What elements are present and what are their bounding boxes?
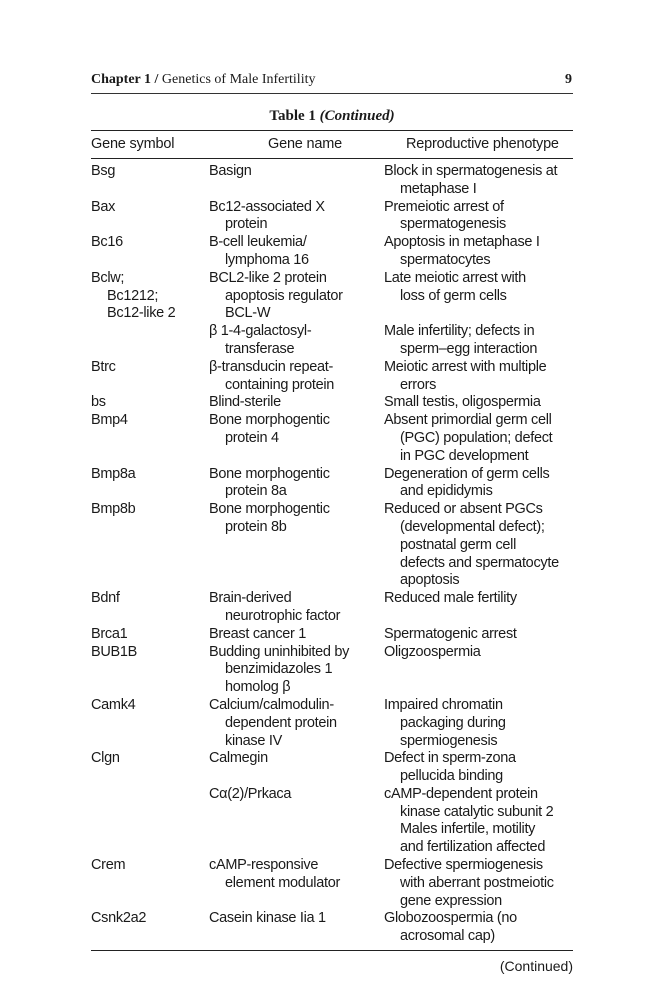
phenotype-cell-line: Impaired chromatin [384, 696, 503, 713]
table-row [91, 412, 573, 465]
gene-name-cell [209, 323, 384, 359]
gene-symbol-cell [91, 501, 209, 590]
gene-name-cell-line: apoptosis regulator [225, 287, 343, 304]
gene-symbol-cell-line: Bsg [91, 163, 116, 179]
gene-name-cell [209, 786, 384, 857]
gene-name-cell-line: Bone morphogentic [209, 465, 330, 482]
phenotype-cell-line: (PGC) population; defect [400, 429, 553, 446]
gene-name-cell [209, 394, 384, 412]
phenotype-cell-line: Apoptosis in metaphase I [384, 234, 540, 251]
gene-name-cell-line: Casein kinase Iia 1 [209, 910, 326, 927]
phenotype-cell-line: Degeneration of germ cells [384, 465, 550, 482]
phenotype-cell [384, 466, 573, 502]
table-row [91, 750, 573, 786]
phenotype-cell [384, 626, 573, 644]
gene-name-cell-line: cAMP-responsive [209, 857, 319, 874]
gene-name-cell-line: β 1-4-galactosyl- [209, 323, 312, 340]
gene-symbol-cell-line: Bmp4 [91, 412, 128, 429]
gene-symbol-cell [91, 644, 209, 697]
phenotype-cell-line: Males infertile, motility [400, 821, 536, 838]
column-header-gene-name: Gene name [268, 136, 342, 152]
phenotype-cell-line: apoptosis [400, 572, 460, 589]
gene-symbol-cell-line: Bmp8b [91, 501, 136, 518]
table-row [91, 199, 573, 235]
gene-name-cell-line: benzimidazoles 1 [225, 661, 333, 678]
gene-symbol-cell [91, 359, 209, 395]
table-row [91, 697, 573, 750]
gene-name-cell-line: transferase [225, 340, 295, 357]
gene-symbol-cell-line: Brca1 [91, 625, 128, 642]
phenotype-cell-line: (developmental defect); [400, 518, 545, 535]
gene-name-cell-line: Blind-sterile [209, 394, 281, 411]
gene-symbol-cell [91, 394, 209, 412]
phenotype-cell [384, 323, 573, 359]
gene-symbol-cell-line: Bmp8a [91, 465, 136, 482]
phenotype-cell-line: and fertilization affected [400, 839, 546, 856]
table-row [91, 163, 573, 199]
table-bottom-rule [91, 950, 573, 951]
table-title [91, 108, 573, 125]
gene-symbol-cell-line: Bax [91, 198, 116, 215]
phenotype-cell-line: spermatocytes [400, 251, 491, 268]
table-row [91, 394, 573, 412]
phenotype-cell-line: Defective spermiogenesis [384, 857, 543, 874]
continued-note: (Continued) [499, 958, 573, 974]
gene-table [91, 163, 573, 946]
phenotype-cell-line: Oligzoospermia [384, 643, 481, 660]
gene-symbol-cell-line: Camk4 [91, 696, 136, 713]
phenotype-cell [384, 786, 573, 857]
gene-symbol-cell [91, 857, 209, 910]
phenotype-cell-line: Meiotic arrest with multiple [384, 358, 547, 375]
gene-symbol-cell [91, 786, 209, 857]
phenotype-cell-line: pellucida binding [400, 768, 503, 785]
gene-name-cell-line: B-cell leukemia/ [209, 234, 307, 251]
phenotype-cell [384, 163, 573, 199]
gene-name-cell-line: Brain-derived [209, 590, 292, 607]
gene-symbol-cell-line: Crem [91, 857, 126, 874]
gene-name-cell-line: neurotrophic factor [225, 607, 341, 624]
phenotype-cell-line: defects and spermatocyte [400, 554, 559, 571]
table-row [91, 644, 573, 697]
gene-name-cell-line: kinase IV [225, 732, 282, 749]
phenotype-cell-line: acrosomal cap) [400, 928, 495, 945]
phenotype-cell-line: Premeiotic arrest of [384, 198, 504, 215]
page-number: 9 [565, 72, 572, 87]
gene-name-cell [209, 697, 384, 750]
gene-symbol-cell [91, 466, 209, 502]
gene-symbol-cell [91, 163, 209, 199]
gene-name-cell [209, 466, 384, 502]
gene-name-cell-line: Calcium/calmodulin- [209, 696, 334, 713]
gene-name-cell-line: lymphoma 16 [225, 251, 309, 268]
gene-symbol-cell [91, 234, 209, 270]
phenotype-cell [384, 359, 573, 395]
gene-symbol-cell-line: Bdnf [91, 590, 120, 607]
gene-symbol-cell-line: Bc12-like 2 [107, 305, 176, 322]
gene-symbol-cell-line: Btrc [91, 358, 116, 375]
gene-name-cell-line: element modulator [225, 874, 340, 891]
gene-name-cell [209, 163, 384, 199]
phenotype-cell [384, 412, 573, 465]
gene-name-cell [209, 857, 384, 910]
column-header-rule [91, 158, 573, 159]
phenotype-cell-line: errors [400, 376, 437, 393]
phenotype-cell-line: packaging during [400, 714, 506, 731]
table-row [91, 270, 573, 323]
gene-name-cell-line: protein 4 [225, 429, 279, 446]
phenotype-cell-line: with aberrant postmeiotic [400, 874, 554, 891]
phenotype-cell-line: sperm–egg interaction [400, 340, 538, 357]
gene-name-cell-line: Bc12-associated X [209, 198, 325, 215]
phenotype-cell [384, 857, 573, 910]
chapter-title: Genetics of Male Infertility [161, 72, 316, 87]
phenotype-cell-line: Male infertility; defects in [384, 323, 535, 340]
gene-name-cell-line: Bone morphogentic [209, 501, 330, 518]
table-row [91, 857, 573, 910]
gene-name-cell-line: Budding uninhibited by [209, 643, 350, 660]
table-row [91, 786, 573, 857]
gene-symbol-cell-line: Bc1212; [107, 287, 159, 304]
gene-name-cell-line: homolog β [225, 679, 291, 696]
gene-name-cell [209, 910, 384, 946]
gene-symbol-cell [91, 697, 209, 750]
phenotype-cell-line: loss of germ cells [400, 287, 507, 304]
gene-name-cell [209, 412, 384, 465]
gene-name-cell-line: Breast cancer 1 [209, 625, 307, 642]
phenotype-cell-line: Defect in sperm-zona [384, 750, 516, 767]
phenotype-cell-line: Reduced male fertility [384, 590, 517, 607]
phenotype-cell [384, 697, 573, 750]
table-row [91, 323, 573, 359]
phenotype-cell-line: and epididymis [400, 483, 493, 500]
gene-name-cell [209, 270, 384, 323]
gene-name-cell-line: β-transducin repeat- [209, 358, 334, 375]
gene-name-cell [209, 234, 384, 270]
phenotype-cell [384, 590, 573, 626]
gene-name-cell-line: Basign [209, 163, 252, 179]
gene-symbol-cell [91, 323, 209, 359]
gene-name-cell [209, 644, 384, 697]
gene-name-cell-line: protein 8a [225, 483, 287, 500]
phenotype-cell [384, 501, 573, 590]
gene-symbol-cell-line: Bclw; [91, 269, 125, 286]
phenotype-cell-line: spermiogenesis [400, 732, 498, 749]
phenotype-cell-line: Reduced or absent PGCs [384, 501, 543, 518]
gene-name-cell [209, 501, 384, 590]
table-row [91, 234, 573, 270]
gene-name-cell-line: protein [225, 216, 268, 233]
gene-name-cell-line: BCL2-like 2 protein [209, 269, 327, 286]
table-row [91, 626, 573, 644]
header-rule [91, 93, 573, 94]
phenotype-cell-line: Absent primordial germ cell [384, 412, 552, 429]
gene-name-cell-line: protein 8b [225, 518, 287, 535]
gene-symbol-cell [91, 750, 209, 786]
gene-symbol-cell-line: bs [91, 394, 106, 411]
gene-name-cell [209, 750, 384, 786]
gene-symbol-cell-line: Clgn [91, 750, 120, 767]
gene-symbol-cell [91, 270, 209, 323]
phenotype-cell-line: in PGC development [400, 447, 529, 464]
phenotype-cell [384, 394, 573, 412]
phenotype-cell-line: Small testis, oligospermia [384, 394, 541, 411]
gene-symbol-cell-line: BUB1B [91, 643, 138, 660]
gene-name-cell-line: Cα(2)/Prkaca [209, 785, 292, 802]
phenotype-cell-line: Globozoospermia (no [384, 910, 517, 927]
gene-symbol-cell [91, 626, 209, 644]
chapter-label: Chapter 1 / [91, 72, 159, 87]
phenotype-cell [384, 910, 573, 946]
running-head [91, 72, 572, 92]
phenotype-cell [384, 644, 573, 697]
gene-name-cell [209, 359, 384, 395]
table-row [91, 466, 573, 502]
gene-name-cell [209, 590, 384, 626]
gene-symbol-cell-line: Csnk2a2 [91, 910, 147, 927]
phenotype-cell-line: kinase catalytic subunit 2 [400, 803, 554, 820]
phenotype-cell [384, 270, 573, 323]
table-title-suffix: (Continued) [319, 108, 395, 124]
phenotype-cell [384, 199, 573, 235]
gene-name-cell-line: containing protein [225, 376, 335, 393]
gene-name-cell-line: dependent protein [225, 714, 337, 731]
table-top-rule [91, 130, 573, 131]
phenotype-cell-line: Late meiotic arrest with [384, 269, 526, 286]
phenotype-cell-line: metaphase I [400, 180, 477, 197]
phenotype-cell-line: Block in spermatogenesis at [384, 163, 558, 179]
gene-name-cell [209, 199, 384, 235]
phenotype-cell-line: cAMP-dependent protein [384, 785, 538, 802]
gene-symbol-cell [91, 590, 209, 626]
table-row [91, 910, 573, 946]
phenotype-cell-line: spermatogenesis [400, 216, 506, 233]
column-header-gene-symbol: Gene symbol [91, 136, 175, 152]
gene-name-cell-line: Calmegin [209, 750, 268, 767]
gene-symbol-cell [91, 199, 209, 235]
gene-symbol-cell [91, 910, 209, 946]
gene-symbol-cell-line: Bc16 [91, 234, 123, 251]
gene-name-cell-line: Bone morphogentic [209, 412, 330, 429]
phenotype-cell-line: postnatal germ cell [400, 536, 516, 553]
phenotype-cell [384, 750, 573, 786]
table-row [91, 359, 573, 395]
phenotype-cell [384, 234, 573, 270]
table-row [91, 501, 573, 590]
gene-symbol-cell [91, 412, 209, 465]
phenotype-cell-line: Spermatogenic arrest [384, 625, 517, 642]
table-title-prefix: Table 1 [269, 108, 316, 124]
table-row [91, 590, 573, 626]
gene-name-cell-line: BCL-W [225, 305, 271, 322]
phenotype-cell-line: gene expression [400, 892, 502, 909]
column-header-phenotype: Reproductive phenotype [406, 136, 559, 152]
gene-name-cell [209, 626, 384, 644]
